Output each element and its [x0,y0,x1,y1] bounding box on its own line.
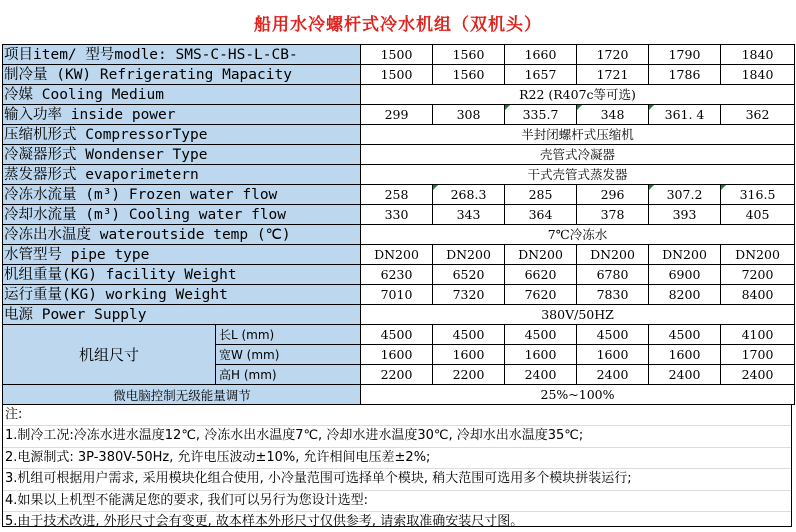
page-title: 船用水冷螺杆式冷水机组（双机头） [254,14,542,35]
note-item: 4.如果以上机型不能满足您的要求, 我们可以另行为您设计选型: [3,491,791,512]
cell: DN200 [433,245,505,265]
notes-heading: 注: [3,405,791,426]
row-label: 项目item/ 型号modle: SMS-C-HS-L-CB- [3,45,361,65]
row-label: 微电脑控制无级能量调节 [3,385,361,405]
cell: 1600 [577,345,649,365]
cell: 8200 [649,285,721,305]
row-label: 制冷量 (KW) Refrigerating Mapacity [3,65,361,85]
cell: 1840 [721,45,795,65]
cell: 330 [361,205,433,225]
cell-merged: 25%~100% [361,385,795,405]
cell: 378 [577,205,649,225]
cell: 299 [361,105,433,125]
note-item: 1.制冷工况:冷冻水进水温度12℃, 冷冻水出水温度7℃, 冷却水进水温度30℃, 冷却水出水温度35℃; [3,426,791,447]
cell: 1500 [361,65,433,85]
row-working-weight [3,285,795,305]
row-pipe [3,245,795,265]
cell-merged: 7℃冷冻水 [361,225,795,245]
row-label: 水管型号 pipe type [3,245,361,265]
row-label: 蒸发器形式 evaporimetern [3,165,361,185]
note-item: 5.由于技术改进, 外形尺寸会有变更, 故本样本外形尺寸仅供参考, 请索取准确安装尺寸图。 [5,513,524,529]
sub-label: 宽W (mm) [216,345,361,365]
cell: 1720 [577,45,649,65]
cell: 8400 [721,285,795,305]
cell: 1700 [721,345,795,365]
cell: 1600 [361,345,433,365]
cell: 4500 [649,325,721,345]
cell: 7620 [505,285,577,305]
cell: DN200 [577,245,649,265]
cell: 2200 [361,365,433,385]
notes-section [2,404,792,527]
cell: 2400 [649,365,721,385]
cell: 7200 [721,265,795,285]
cell: 4500 [577,325,649,345]
cell: 1657 [505,65,577,85]
cell: 1660 [505,45,577,65]
cell: 2200 [433,365,505,385]
cell: DN200 [721,245,795,265]
cell: 2400 [505,365,577,385]
cell: 2400 [721,365,795,385]
cell-merged: 380V/50HZ [361,305,795,325]
cell: 296 [577,185,649,205]
row-label: 机组重量(KG) facility Weight [3,265,361,285]
row-label: 压缩机形式 CompressorType [3,125,361,145]
cell: DN200 [649,245,721,265]
row-label: 冷冻出水温度 wateroutside temp (℃) [3,225,361,245]
cell: 1500 [361,45,433,65]
row-frozen-flow [3,185,795,205]
cell: 6620 [505,265,577,285]
cell: DN200 [361,245,433,265]
cell: 6900 [649,265,721,285]
row-capacity [3,65,795,85]
cell: 364 [505,205,577,225]
row-model [3,45,795,65]
cell: 335.7 [505,105,577,125]
row-condenser [3,145,795,165]
row-label: 冷媒 Cooling Medium [3,85,361,105]
dimensions-label: 机组尺寸 [3,325,216,385]
row-dim-length [3,325,795,345]
cell: 285 [505,185,577,205]
cell: 4500 [361,325,433,345]
cell: 316.5 [721,185,795,205]
cell: 1560 [433,45,505,65]
cell: 4100 [721,325,795,345]
row-label: 电源 Power Supply [3,305,361,325]
row-label: 冷凝器形式 Wondenser Type [3,145,361,165]
cell: 1560 [433,65,505,85]
row-cooling-flow [3,205,795,225]
cell: 405 [721,205,795,225]
cell: 361. 4 [649,105,721,125]
row-control [3,385,795,405]
cell: 7010 [361,285,433,305]
note-item: 2.电源制式: 3P-380V-50Hz, 允许电压波动±10%, 允许相间电压差±2%; [3,448,791,469]
cell: 7320 [433,285,505,305]
row-label: 运行重量(KG) working Weight [3,285,361,305]
cell-merged: R22 (R407c等可选) [361,85,795,105]
row-power [3,105,795,125]
cell-merged: 壳管式冷凝器 [361,145,795,165]
sub-label: 长L (mm) [216,325,361,345]
cell: 1721 [577,65,649,85]
cell: 258 [361,185,433,205]
cell: 1600 [433,345,505,365]
cell: 343 [433,205,505,225]
cell: 1790 [649,45,721,65]
cell: 1786 [649,65,721,85]
row-compressor [3,125,795,145]
note-item: 3.机组可根据用户需求, 采用模块化组合使用, 小冷量范围可选择单个模块, 稍大范围可选用多个模块拼装运行; [3,469,791,490]
cell: 4500 [433,325,505,345]
cell: 362 [721,105,795,125]
cell-merged: 半封闭螺杆式压缩机 [361,125,795,145]
row-outlet-temp [3,225,795,245]
row-facility-weight [3,265,795,285]
cell: 1600 [505,345,577,365]
cell: 2400 [577,365,649,385]
cell: DN200 [505,245,577,265]
row-label: 输入功率 inside power [3,105,361,125]
cell: 7830 [577,285,649,305]
cell: 6230 [361,265,433,285]
cell: 4500 [505,325,577,345]
cell: 308 [433,105,505,125]
cell: 393 [649,205,721,225]
cell: 1840 [721,65,795,85]
cell: 6780 [577,265,649,285]
row-label: 冷冻水流量 (m³) Frozen water flow [3,185,361,205]
cell: 6520 [433,265,505,285]
row-label: 冷却水流量 (m³) Cooling water flow [3,205,361,225]
sub-label: 高H (mm) [216,365,361,385]
cell: 348 [577,105,649,125]
spec-table [2,44,795,405]
cell: 1600 [649,345,721,365]
row-refrigerant [3,85,795,105]
cell: 307.2 [649,185,721,205]
cell: 268.3 [433,185,505,205]
row-evaporator [3,165,795,185]
cell-merged: 干式壳管式蒸发器 [361,165,795,185]
row-power-supply [3,305,795,325]
